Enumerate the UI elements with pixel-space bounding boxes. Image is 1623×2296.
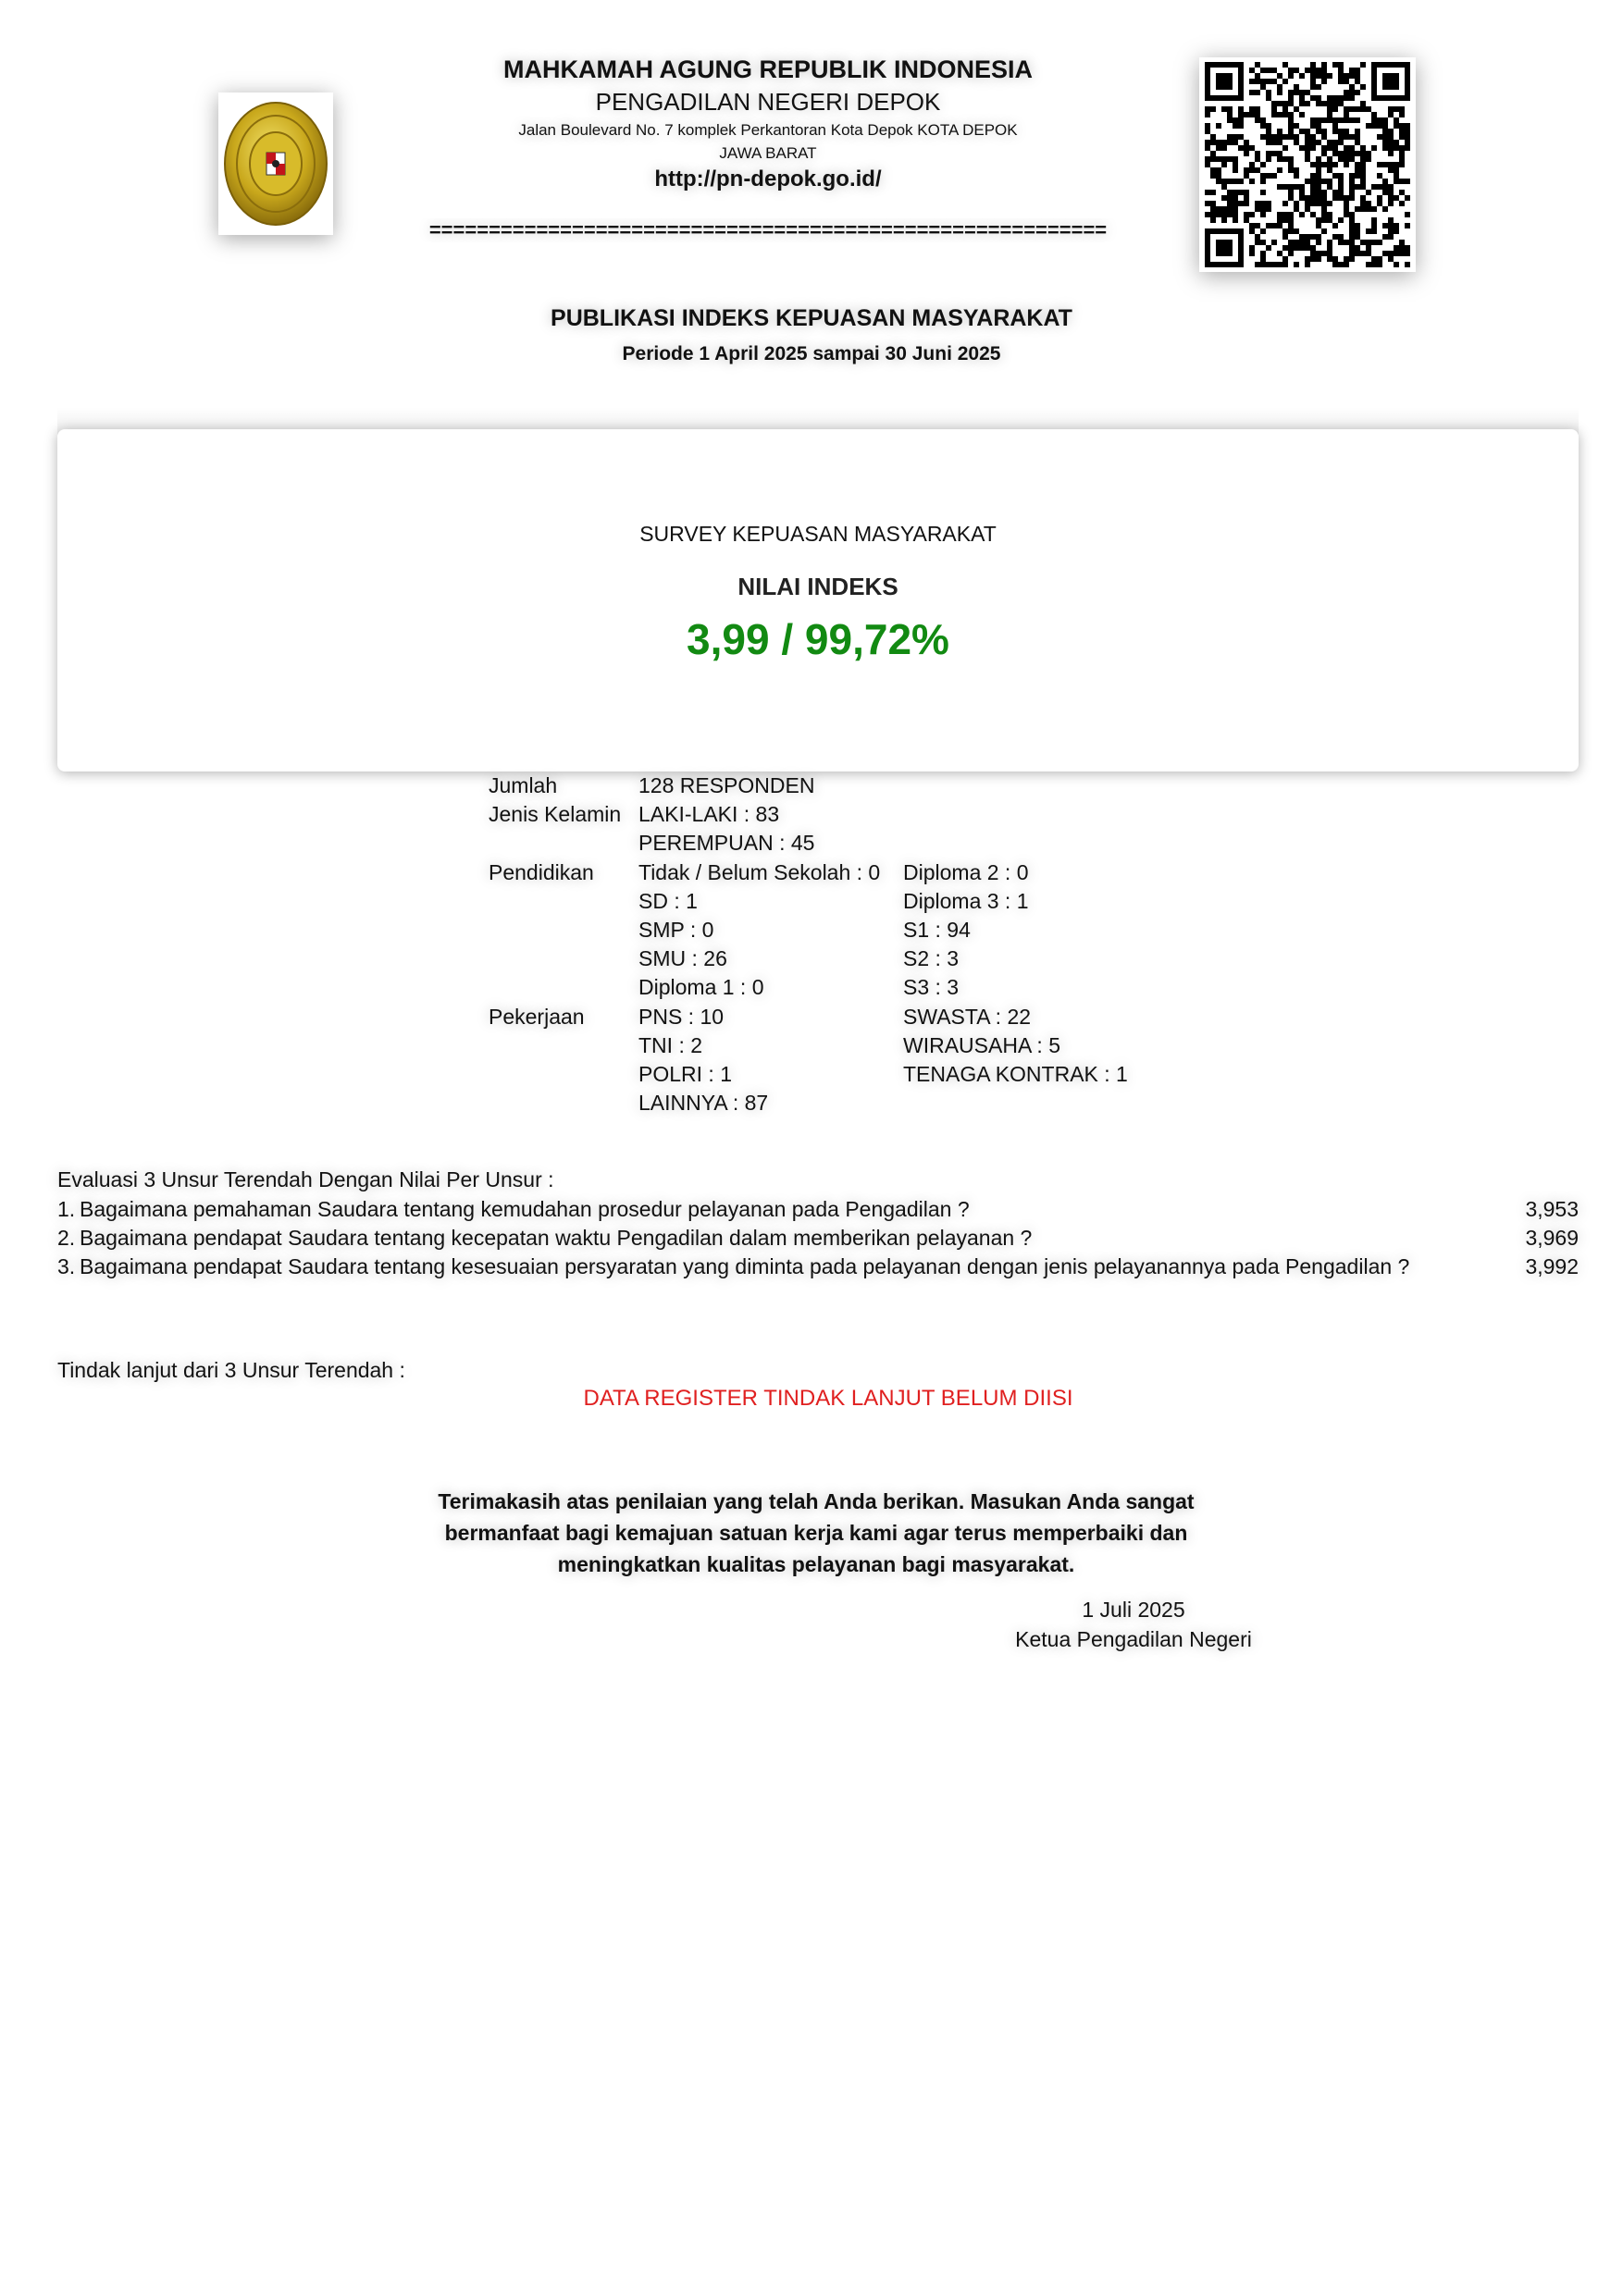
education-item: SMU : 26 xyxy=(638,946,727,971)
education-label: Pendidikan xyxy=(489,859,594,884)
education-item: Tidak / Belum Sekolah : 0 xyxy=(638,859,881,884)
table-row xyxy=(489,1091,1181,1119)
table-row xyxy=(489,1062,1181,1091)
follow-up-status: DATA REGISTER TINDAK LANJUT BELUM DIISI xyxy=(583,1386,1073,1411)
job-item: POLRI : 1 xyxy=(638,1061,732,1086)
education-item: S3 : 3 xyxy=(903,975,960,1000)
table-row xyxy=(489,773,1181,802)
thanks-line: Terimakasih atas penilaian yang telah Anda berikan. Masukan Anda sangat xyxy=(438,1489,1195,1513)
gender-label: Jenis Kelamin xyxy=(489,802,622,827)
job-item: TNI : 2 xyxy=(638,1032,703,1057)
evaluation-score: 3,953 xyxy=(1525,1197,1579,1221)
period-subtitle: Periode 1 April 2025 sampai 30 Juni 2025 xyxy=(622,343,1001,364)
education-item: SMP : 0 xyxy=(638,917,714,942)
job-label: Pekerjaan xyxy=(489,1004,585,1029)
evaluation-question: Bagaimana pendapat Saudara tentang kecepatan waktu Pengadilan dalam memberikan pelayanan ? xyxy=(80,1226,1033,1250)
court-website-link[interactable]: http://pn-depok.go.id/ xyxy=(654,167,882,191)
evaluation-number: 2. xyxy=(57,1226,76,1250)
page-title: PUBLIKASI INDEKS KEPUASAN MASYARAKAT xyxy=(551,305,1072,331)
evaluation-number: 3. xyxy=(57,1254,76,1278)
table-row xyxy=(489,802,1181,831)
header-separator: ========================================================= xyxy=(428,218,1108,241)
table-row xyxy=(489,1005,1181,1033)
table-row xyxy=(489,918,1181,946)
jumlah-value: 128 RESPONDEN xyxy=(638,773,815,797)
table-row xyxy=(489,975,1181,1004)
follow-up-title: Tindak lanjut dari 3 Unsur Terendah : xyxy=(57,1358,405,1382)
thanks-message xyxy=(0,1486,1623,1580)
table-row xyxy=(489,946,1181,975)
index-card xyxy=(57,429,1579,772)
thanks-line: bermanfaat bagi kemajuan satuan kerja kami agar terus memperbaiki dan xyxy=(444,1521,1188,1545)
table-row xyxy=(489,889,1181,918)
qr-code xyxy=(1199,57,1416,272)
job-item: WIRAUSAHA : 5 xyxy=(903,1032,1060,1057)
signature-date: 1 Juli 2025 xyxy=(1082,1598,1185,1622)
thanks-line: meningkatkan kualitas pelayanan bagi masyarakat. xyxy=(557,1552,1075,1576)
job-item: SWASTA : 22 xyxy=(903,1004,1032,1029)
evaluation-question: Bagaimana pemahaman Saudara tentang kemudahan prosedur pelayanan pada Pengadilan ? xyxy=(80,1197,970,1221)
table-row xyxy=(489,1033,1181,1062)
court-name: PENGADILAN NEGERI DEPOK xyxy=(595,88,941,116)
table-row xyxy=(489,831,1181,859)
table-row xyxy=(489,860,1181,889)
supreme-court-seal-icon xyxy=(223,99,328,228)
court-logo xyxy=(218,93,333,235)
jumlah-label: Jumlah xyxy=(489,773,558,797)
job-item: PNS : 10 xyxy=(638,1004,725,1029)
education-item: SD : 1 xyxy=(638,888,698,913)
education-item: Diploma 1 : 0 xyxy=(638,975,764,1000)
signatory-title: Ketua Pengadilan Negeri xyxy=(1015,1627,1252,1651)
job-item: LAINNYA : 87 xyxy=(638,1091,769,1116)
education-item: S2 : 3 xyxy=(903,946,960,971)
evaluation-number: 1. xyxy=(57,1197,76,1221)
gender-male: LAKI-LAKI : 83 xyxy=(638,802,780,827)
evaluation-question: Bagaimana pendapat Saudara tentang kesesuaian persyaratan yang diminta pada pelayanan dengan jenis pelayanannya pada Pengadilan ? xyxy=(80,1254,1410,1278)
education-item: Diploma 3 : 1 xyxy=(903,888,1029,913)
education-item: S1 : 94 xyxy=(903,917,971,942)
job-item: TENAGA KONTRAK : 1 xyxy=(903,1061,1128,1086)
evaluation-score: 3,969 xyxy=(1525,1226,1579,1250)
survey-subtitle: SURVEY KEPUASAN MASYARAKAT xyxy=(639,522,997,546)
index-label: NILAI INDEKS xyxy=(737,573,898,600)
institution-name: MAHKAMAH AGUNG REPUBLIK INDONESIA xyxy=(503,56,1033,83)
qr-modules xyxy=(1205,62,1410,267)
education-item: Diploma 2 : 0 xyxy=(903,859,1029,884)
court-province: JAWA BARAT xyxy=(719,144,817,162)
index-value: 3,99 / 99,72% xyxy=(687,615,949,663)
respondent-demographics xyxy=(489,773,1181,1119)
gender-female: PEREMPUAN : 45 xyxy=(638,831,815,856)
qr-code-icon xyxy=(1205,62,1410,267)
evaluation-score: 3,992 xyxy=(1525,1254,1579,1278)
evaluation-title: Evaluasi 3 Unsur Terendah Dengan Nilai Per Unsur : xyxy=(57,1167,554,1191)
court-address: Jalan Boulevard No. 7 komplek Perkantoran Kota Depok KOTA DEPOK xyxy=(518,121,1018,139)
